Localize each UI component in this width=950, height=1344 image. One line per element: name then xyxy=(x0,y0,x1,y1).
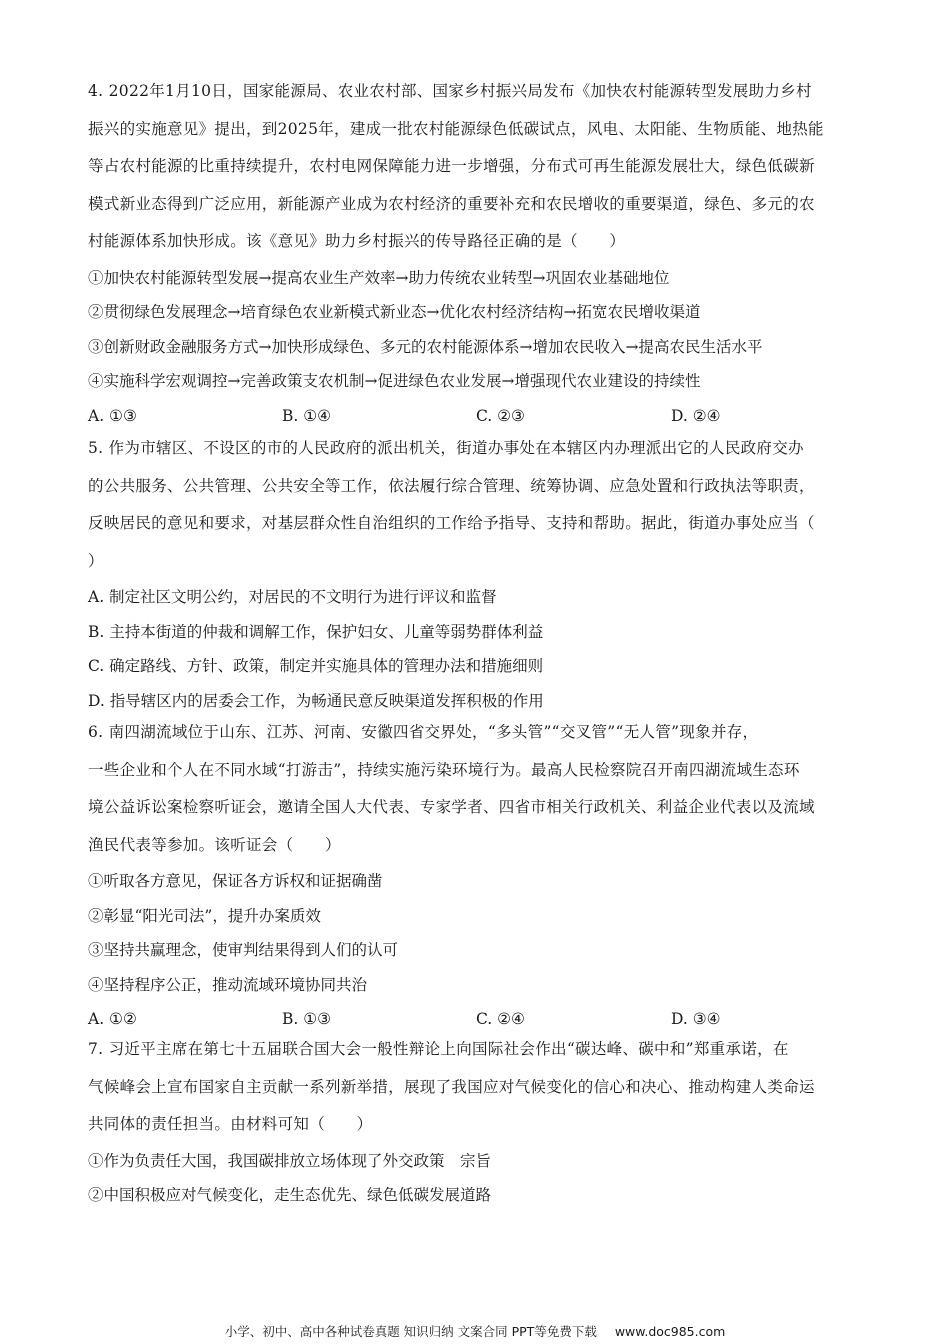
choice-b: B. 主持本街道的仲裁和调解工作，保护妇女、儿童等弱势群体利益 xyxy=(88,622,544,641)
stem-line: 境公益诉讼案检察听证会，邀请全国人大代表、专家学者、四省市相关行政机关、利益企业代表以及流域 xyxy=(88,798,815,816)
stem-line: 5. 作为市辖区、不设区的市的人民政府的派出机关，街道办事处在本辖区内办理派出它的人民政府交办 xyxy=(88,439,804,457)
statement-2: ②中国积极应对气候变化，走生态优先、绿色低碳发展道路 xyxy=(88,1186,492,1204)
choice-c: C. ②④ xyxy=(476,1010,525,1028)
stem-line: 村能源体系加快形成。该《意见》助力乡村振兴的传导路径正确的是（ ） xyxy=(88,232,626,250)
stem-line: 共同体的责任担当。由材料可知（ ） xyxy=(88,1115,373,1133)
question-4 xyxy=(88,73,868,433)
question-5 xyxy=(88,430,868,718)
question-7 xyxy=(88,1031,868,1213)
stem-line: 模式新业态得到广泛应用，新能源产业成为农村经济的重要补充和农民增收的重要渠道，绿色、多元的农 xyxy=(88,194,815,213)
choice-b: B. ①③ xyxy=(282,1010,332,1028)
choice-c: C. 确定路线、方针、政策，制定并实施具体的管理办法和措施细则 xyxy=(88,657,544,675)
stem-line: 4. 2022年1月10日，国家能源局、农业农村部、国家乡村振兴局发布《加快农村能源转型发展助力乡村 xyxy=(88,82,812,100)
answer-choices xyxy=(88,399,868,434)
statement-2: ②彰显“阳光司法”，提升办案质效 xyxy=(88,906,321,925)
stem-line: 的公共服务、公共管理、公共安全等工作，依法履行综合管理、统筹协调、应急处置和行政执法等职责， xyxy=(88,476,815,495)
choice-d: D. 指导辖区内的居委会工作，为畅通民意反映渠道发挥积极的作用 xyxy=(88,691,544,710)
question-5-stem xyxy=(88,430,868,580)
stem-line: ） xyxy=(88,551,104,570)
statement-4: ④坚持程序公正，推动流域环境协同共治 xyxy=(88,975,368,994)
statement-1: ①作为负责任大国，我国碳排放立场体现了外交政策 宗旨 xyxy=(88,1151,492,1170)
stem-line: 一些企业和个人在不同水域“打游击”，持续实施污染环境行为。最高人民检察院召开南四湖流域生态环 xyxy=(88,760,800,779)
footer-text: 小学、初中、高中各种试卷真题 知识归纳 文案合同 PPT等免费下载 xyxy=(224,1324,597,1339)
choice-c: C. ②③ xyxy=(476,406,525,425)
choice-d: D. ②④ xyxy=(671,406,721,425)
stem-line: 反映居民的意见和要求，对基层群众性自治组织的工作给予指导、支持和帮助。据此，街道办事处应当（ xyxy=(88,514,815,532)
question-7-stem xyxy=(88,1031,868,1144)
stem-line: 气候峰会上宣布国家自主贡献一系列新举措，展现了我国应对气候变化的信心和决心、推动构建人类命运 xyxy=(88,1077,815,1096)
stem-line: 7. 习近平主席在第七十五届联合国大会一般性辩论上向国际社会作出“碳达峰、碳中和”郑重承诺，在 xyxy=(88,1040,789,1058)
statement-1: ①加快农村能源转型发展→提高农业生产效率→助力传统农业转型→巩固农业基础地位 xyxy=(88,268,670,287)
question-6-stem xyxy=(88,714,868,864)
footer-link[interactable]: www.doc985.com xyxy=(614,1324,726,1339)
stem-line: 振兴的实施意见》提出，到2025年，建成一批农村能源绿色低碳试点，风电、太阳能、生物质能、地热能 xyxy=(88,119,824,138)
question-6 xyxy=(88,714,868,1037)
statement-2: ②贯彻绿色发展理念→培育绿色农业新模式新业态→优化农村经济结构→拓宽农民增收渠道 xyxy=(88,303,701,321)
question-4-stem xyxy=(88,73,868,261)
choice-a: A. ①② xyxy=(88,1010,137,1028)
choice-a: A. 制定社区文明公约，对居民的不文明行为进行评议和监督 xyxy=(88,588,497,606)
choice-b: B. ①④ xyxy=(282,406,332,425)
choice-d: D. ③④ xyxy=(671,1010,721,1028)
page-footer xyxy=(0,1322,950,1342)
statement-3: ③坚持共赢理念，使审判结果得到人们的认可 xyxy=(88,941,399,959)
stem-line: 等占农村能源的比重持续提升，农村电网保障能力进一步增强，分布式可再生能源发展壮大，绿色低碳新 xyxy=(88,157,815,175)
statement-1: ①听取各方意见，保证各方诉权和证据确凿 xyxy=(88,872,383,890)
choice-a: A. ①③ xyxy=(88,406,137,425)
statement-4: ④实施科学宏观调控→完善政策支农机制→促进绿色农业发展→增强现代农业建设的持续性 xyxy=(88,372,701,390)
stem-line: 6. 南四湖流域位于山东、江苏、河南、安徽四省交界处，“多头管”“交叉管”“无人管”现象并存， xyxy=(88,723,759,741)
statement-3: ③创新财政金融服务方式→加快形成绿色、多元的农村能源体系→增加农民收入→提高农民生活水平 xyxy=(88,337,763,356)
stem-line: 渔民代表等参加。该听证会（ ） xyxy=(88,835,341,854)
